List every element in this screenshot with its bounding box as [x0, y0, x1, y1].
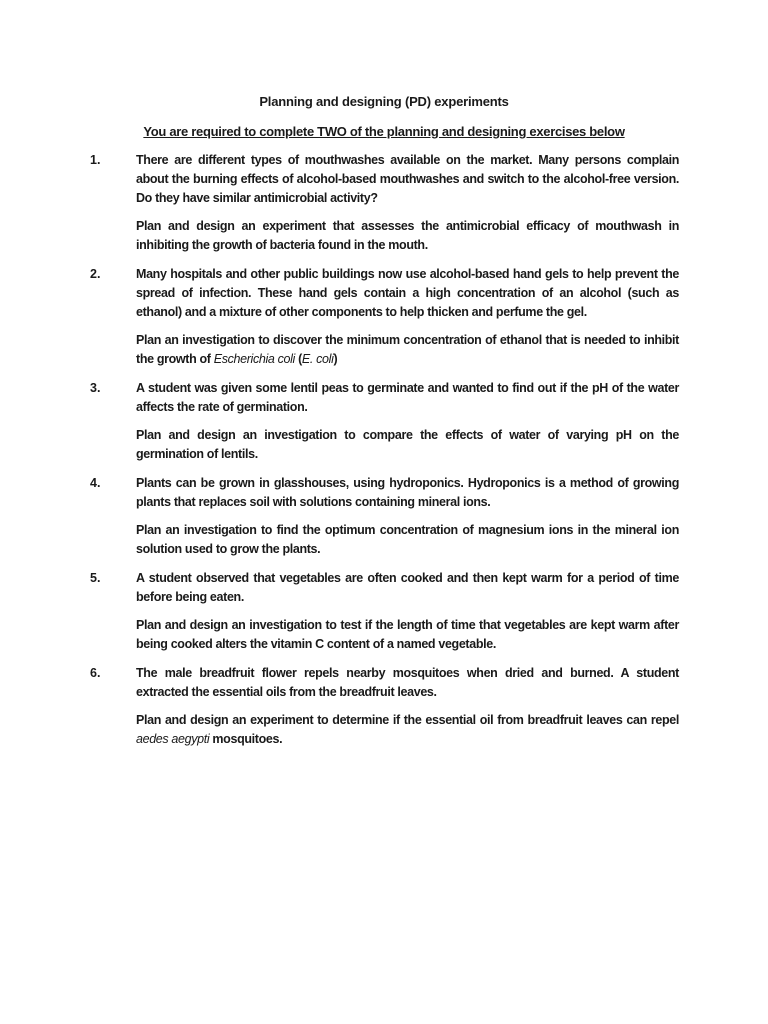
exercise-task: Plan and design an experiment that assesses the antimicrobial efficacy of mouthwash in inhibiting the growth of bacteria found in the mouth. — [136, 219, 679, 252]
organism-abbreviation: E. coli — [301, 352, 334, 366]
exercise-question: Many hospitals and other public buildings now use alcohol-based hand gels to help prevent the spread of infection. These hand gels contain a high concentration of an alcohol (such as ethanol) and a mixture of other components to help thicken and perfume the gel. — [136, 267, 679, 319]
task-text: Plan an investigation to discover the minimum concentration of ethanol that is needed to inhibit the growth of — [136, 333, 679, 366]
exercise-list — [0, 151, 768, 759]
exercise-question: A student observed that vegetables are often cooked and then kept warm for a period of time before being eaten. — [136, 571, 679, 604]
task-text: Plan and design an experiment to determine if the essential oil from breadfruit leaves can repel — [136, 713, 679, 727]
exercise-question: Plants can be grown in glasshouses, using hydroponics. Hydroponics is a method of growing plants that replaces soil with solutions containing mineral ions. — [136, 476, 679, 509]
document-instruction: You are required to complete TWO of the planning and designing exercises below — [143, 124, 625, 139]
exercise-question: A student was given some lentil peas to germinate and wanted to find out if the pH of the water affects the rate of germination. — [136, 381, 679, 414]
exercise-question: There are different types of mouthwashes available on the market. Many persons complain about the burning effects of alcohol-based mouthwashes and switch to the alcohol-free version. Do they have similar antimicrobial activity? — [136, 153, 679, 205]
exercise-task: Plan and design an investigation to test if the length of time that vegetables are kept warm after being cooked alters the vitamin C content of a named vegetable. — [136, 618, 679, 651]
exercise-item-1 — [0, 151, 768, 255]
exercise-item-2 — [0, 265, 768, 369]
document-title: Planning and designing (PD) experiments — [259, 94, 509, 109]
species-name: aedes aegypti — [136, 732, 210, 746]
exercise-number: 5. — [90, 571, 101, 585]
exercise-number: 2. — [90, 267, 101, 281]
exercise-item-6 — [0, 664, 768, 749]
exercise-number: 4. — [90, 476, 101, 490]
exercise-number: 6. — [90, 666, 101, 680]
task-text: ( — [294, 352, 302, 366]
exercise-question: The male breadfruit flower repels nearby mosquitoes when dried and burned. A student extracted the essential oils from the breadfruit leaves. — [136, 666, 679, 699]
exercise-item-4 — [0, 474, 768, 559]
task-text: mosquitoes. — [209, 732, 283, 746]
exercise-task: Plan an investigation to find the optimum concentration of magnesium ions in the mineral ion solution used to grow the plants. — [136, 523, 679, 556]
exercise-item-5 — [0, 569, 768, 654]
exercise-task — [136, 711, 679, 749]
organism-name: Escherichia coli — [213, 352, 295, 366]
exercise-item-3 — [0, 379, 768, 464]
exercise-number: 3. — [90, 381, 101, 395]
exercise-task — [136, 331, 679, 369]
exercise-task: Plan and design an investigation to compare the effects of water of varying pH on the germination of lentils. — [136, 428, 679, 461]
task-text: ) — [333, 352, 338, 366]
exercise-number: 1. — [90, 153, 101, 167]
